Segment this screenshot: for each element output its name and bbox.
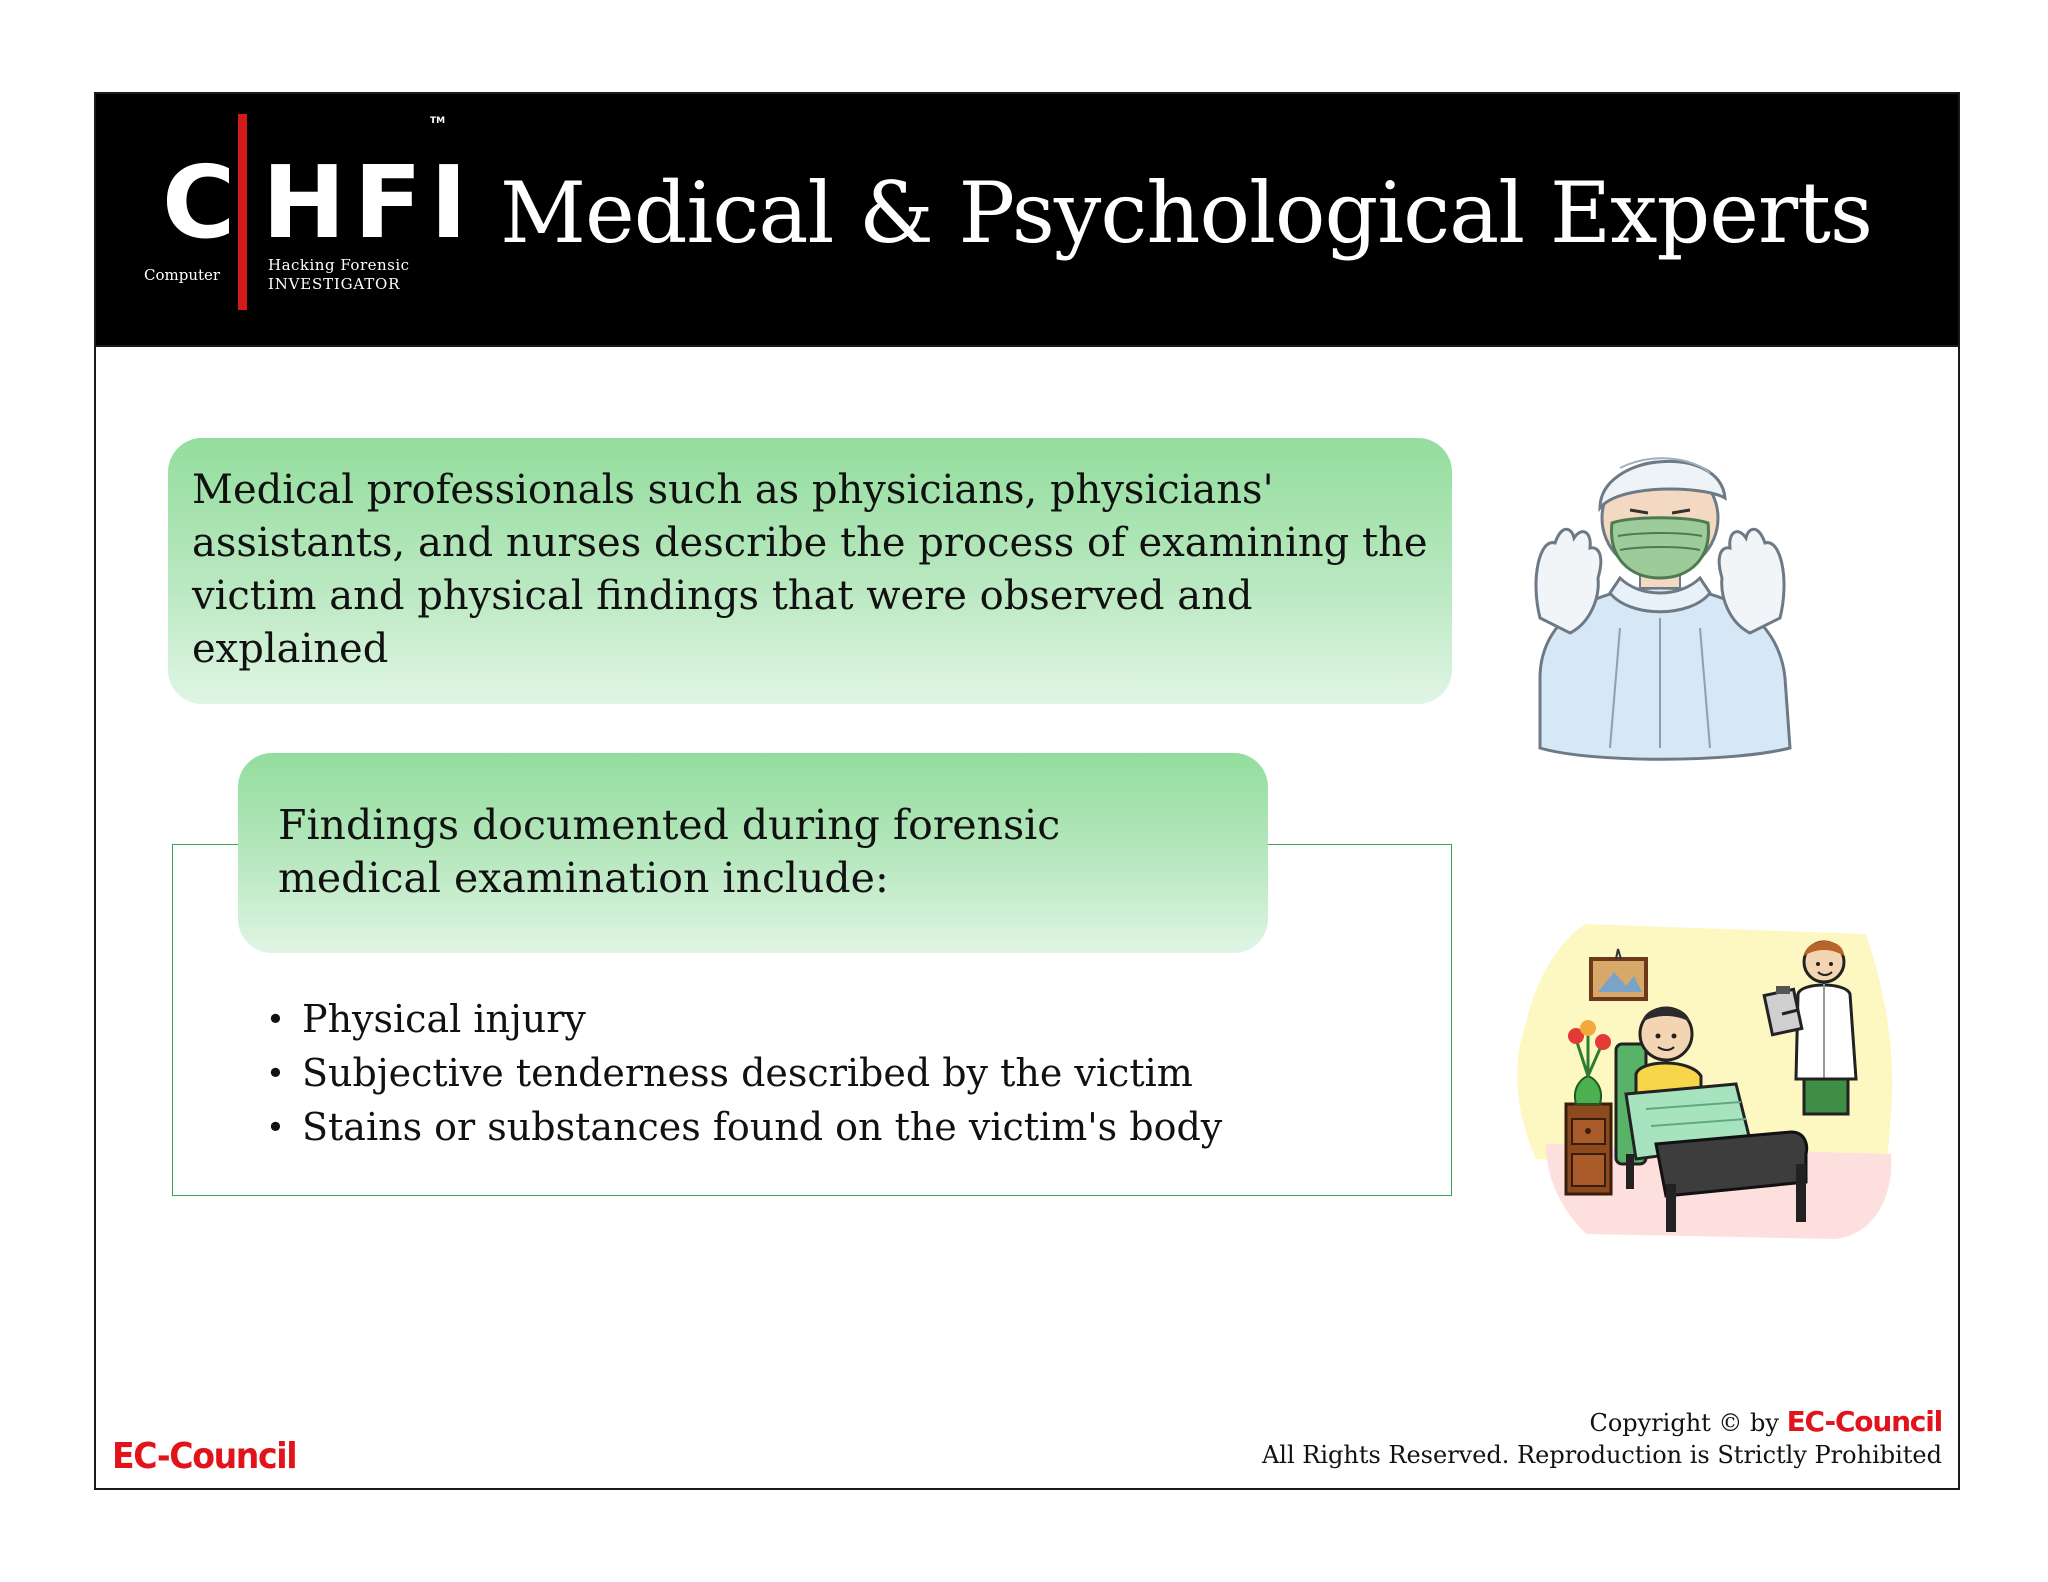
copyright-brand: EC-Council [1786, 1405, 1942, 1438]
logo-word-hacking-forensic: Hacking Forensic [268, 256, 410, 274]
list-item: • Physical injury [266, 992, 1222, 1046]
findings-header-box [238, 753, 1268, 953]
copyright-notice [1262, 1406, 1942, 1471]
logo-letter-c: C [162, 144, 238, 261]
copyright-prefix: Copyright © by [1589, 1409, 1787, 1437]
rights-line: All Rights Reserved. Reproduction is Strictly Prohibited [1261, 1441, 1942, 1469]
logo-letters-hfi: HFI [262, 144, 476, 261]
logo-trademark: TM [430, 116, 446, 126]
list-item: • Stains or substances found on the victim's body [266, 1100, 1222, 1154]
findings-list [266, 992, 1222, 1154]
copyright-line [1262, 1406, 1942, 1439]
slide [94, 92, 1960, 1490]
list-item: • Subjective tenderness described by the victim [266, 1046, 1222, 1100]
logo-red-bar [238, 114, 247, 310]
box2-line-1: Findings documented during forensic [278, 801, 1061, 849]
box1-line-2: assistants, and nurses describe the process of examining the [192, 520, 1428, 566]
header-bar [96, 94, 1958, 347]
box1-line-3: victim and physical findings that were observed and [192, 573, 1253, 619]
box1-line-1: Medical professionals such as physicians, physicians' [192, 467, 1274, 513]
brand-logo-left: EC-Council [112, 1436, 297, 1477]
medical-professionals-box [168, 438, 1452, 704]
logo-word-investigator: INVESTIGATOR [268, 275, 401, 293]
box1-line-4: explained [192, 626, 389, 672]
box2-line-2: medical examination include: [278, 854, 889, 902]
slide-title: Medical & Psychological Experts [500, 164, 1873, 262]
logo-word-computer: Computer [144, 266, 221, 284]
hospital-room-illustration [1506, 914, 1906, 1244]
surgeon-illustration [1500, 428, 1820, 768]
